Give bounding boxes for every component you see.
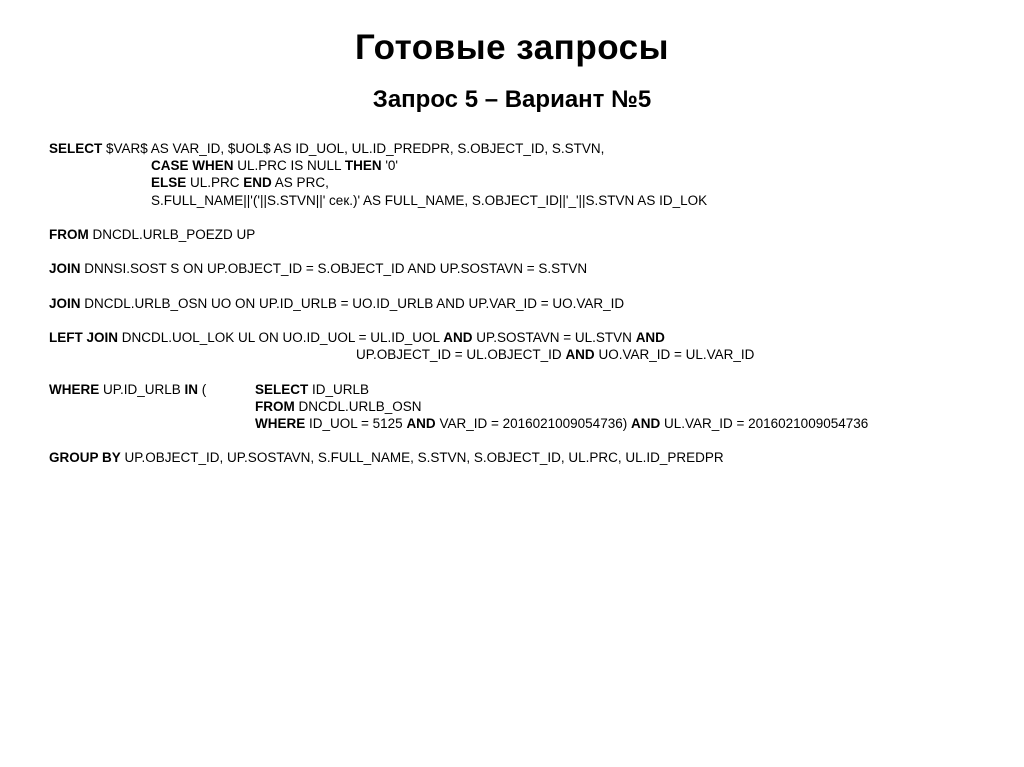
sql-blank-line (49, 209, 989, 226)
sql-blank-line (49, 312, 989, 329)
sql-text: DNCDL.URLB_POEZD UP (88, 226, 256, 242)
sql-line-case (49, 157, 989, 174)
sql-text: DNCDL.URLB_OSN UO ON UP.ID_URLB = UO.ID_URLB AND UP.VAR_ID = UO.VAR_ID (80, 295, 625, 311)
sql-line-join-osn (49, 295, 989, 312)
sql-line-fullname (49, 192, 989, 209)
sql-keyword: LEFT JOIN (49, 330, 119, 346)
sql-line-group-by (49, 449, 989, 466)
sql-line-subquery-where (49, 415, 989, 432)
sql-keyword: SELECT (255, 381, 309, 397)
sql-keyword: WHERE (255, 416, 306, 431)
sql-keyword: AND (406, 416, 436, 431)
sql-line-select (49, 140, 989, 157)
sql-line-else (49, 174, 989, 191)
sql-blank-line (49, 432, 989, 449)
sql-text: DNCDL.UOL_LOK UL ON UO.ID_UOL = UL.ID_UOL (118, 330, 444, 346)
sql-keyword: END (243, 175, 272, 191)
sql-keyword: AND (630, 416, 661, 431)
sql-line-from (49, 226, 989, 243)
slide-title: Готовые запросы (355, 28, 669, 67)
sql-line-join-sost (49, 260, 989, 277)
sql-text: DNCDL.URLB_OSN (294, 398, 422, 414)
sql-keyword: JOIN (49, 261, 81, 277)
sql-keyword: AND (635, 330, 665, 346)
sql-blank-line (49, 278, 989, 295)
sql-keyword: WHERE (49, 381, 100, 397)
sql-line-left-join-cont (49, 346, 989, 363)
sql-text: ID_URLB (308, 381, 370, 397)
slide-subtitle: Запрос 5 – Вариант №5 (372, 86, 652, 113)
sql-keyword: JOIN (49, 295, 81, 311)
sql-keyword: SELECT (49, 141, 103, 156)
sql-where-head (49, 381, 255, 398)
sql-line-subquery-from (49, 398, 989, 415)
sql-keyword: CASE (151, 158, 189, 174)
sql-blank-line (49, 243, 989, 260)
sql-text: ID_UOL = 5125 (305, 416, 407, 431)
sql-text: UP.OBJECT_ID = UL.OBJECT_ID (356, 347, 566, 363)
sql-text: UP.ID_URLB (99, 381, 185, 397)
sql-keyword: ELSE (151, 175, 187, 191)
sql-code-block (49, 140, 989, 467)
sql-text: $VAR$ AS VAR_ID, $UOL$ AS ID_UOL, UL.ID_PREDPR, S.OBJECT_ID, S.STVN, (102, 141, 605, 156)
sql-keyword: IN (184, 381, 199, 397)
sql-keyword: WHEN (192, 158, 234, 174)
sql-text: UL.PRC (186, 175, 244, 191)
sql-text: UP.SOSTAVN = UL.STVN (472, 330, 636, 346)
sql-text: UL.VAR_ID = 2016021009054736 (660, 416, 869, 431)
sql-line-left-join (49, 329, 989, 346)
sql-text: VAR_ID = 2016021009054736) (435, 416, 631, 431)
sql-text: '0' (381, 158, 398, 174)
sql-keyword: AND (443, 330, 473, 346)
sql-text: ( (198, 381, 207, 397)
sql-blank-line (49, 363, 989, 380)
sql-keyword: THEN (344, 158, 382, 174)
sql-line-where (49, 381, 989, 398)
sql-keyword: FROM (49, 226, 89, 242)
sql-text: UL.PRC IS NULL (233, 158, 345, 174)
sql-keyword: AND (565, 347, 595, 363)
sql-text: UO.VAR_ID = UL.VAR_ID (594, 347, 755, 363)
sql-keyword: GROUP BY (49, 450, 121, 466)
sql-text: DNNSI.SOST S ON UP.OBJECT_ID = S.OBJECT_ID AND UP.SOSTAVN = S.STVN (80, 261, 588, 277)
sql-keyword: FROM (255, 398, 295, 414)
sql-text: UP.OBJECT_ID, UP.SOSTAVN, S.FULL_NAME, S.STVN, S.OBJECT_ID, UL.PRC, UL.ID_PREDPR (120, 450, 724, 466)
sql-text: AS PRC, (271, 175, 329, 191)
sql-text: S.FULL_NAME||'('||S.STVN||' сек.)' AS FULL_NAME, S.OBJECT_ID||'_'||S.STVN AS ID_LOK (151, 192, 708, 208)
